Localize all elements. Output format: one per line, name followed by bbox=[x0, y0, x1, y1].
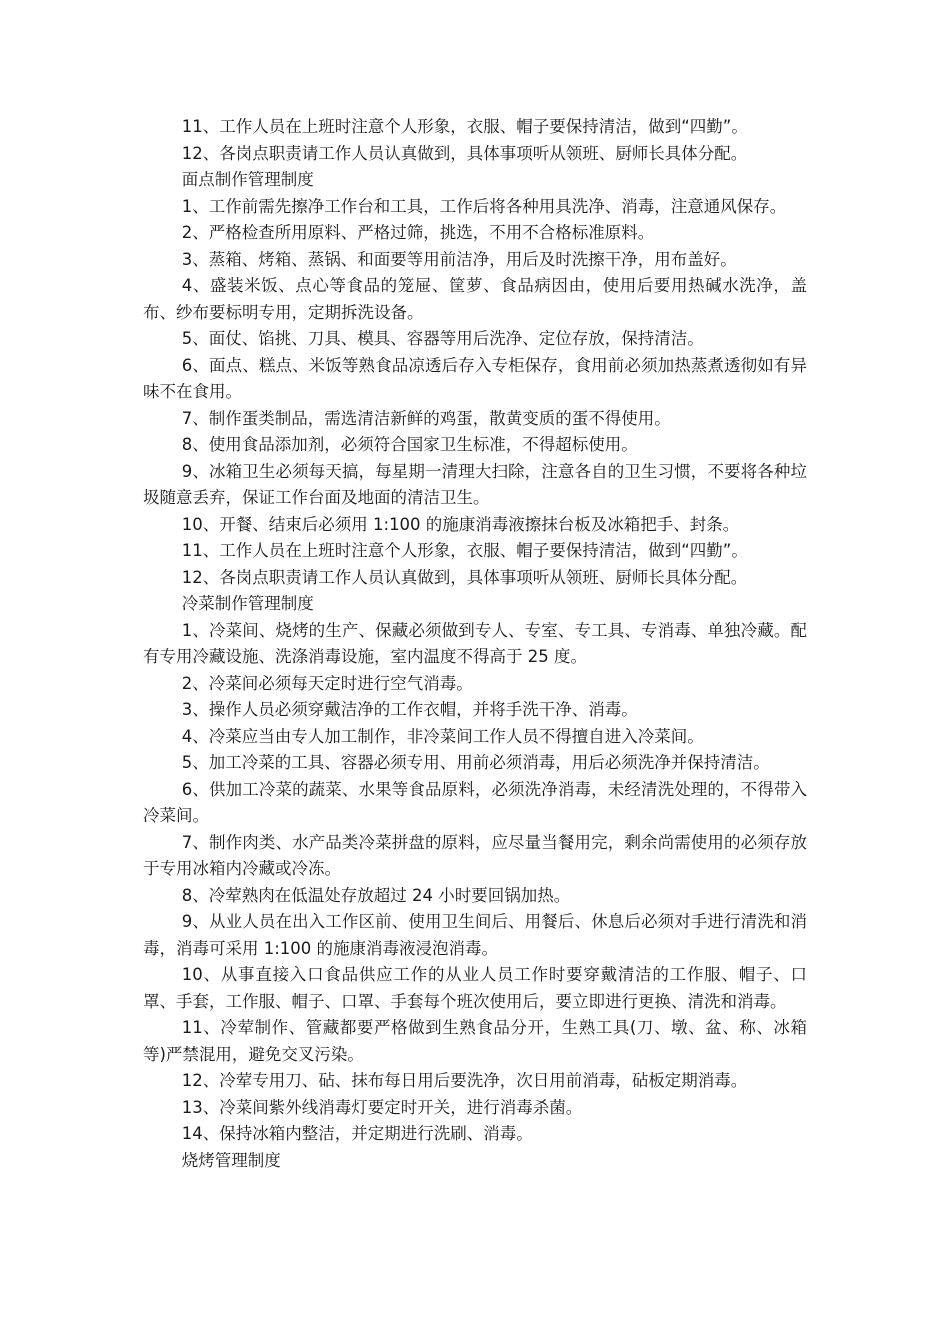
paragraph: 8、使用食品添加剂，必须符合国家卫生标准，不得超标使用。 bbox=[181, 435, 638, 454]
paragraph: 11、工作人员在上班时注意个人形象，衣服、帽子要保持清洁，做到“四勤”。 bbox=[181, 117, 748, 136]
paragraph: 6、供加工冷菜的蔬菜、水果等食品原料，必须洗净消毒，未经清洗处理的，不得带入冷菜间。 bbox=[143, 779, 807, 825]
section-heading-barbecue: 烧烤管理制度 bbox=[181, 1150, 281, 1170]
section-heading-cold-dish: 冷菜制作管理制度 bbox=[181, 594, 314, 613]
paragraph: 5、加工冷菜的工具、容器必须专用、用前必须消毒，用后必须洗净并保持清洁。 bbox=[181, 753, 770, 772]
paragraph: 12、各岗点职责请工作人员认真做到，具体事项听从领班、厨师长具体分配。 bbox=[181, 143, 748, 163]
paragraph: 7、制作蛋类制品，需选清洁新鲜的鸡蛋，散黄变质的蛋不得使用。 bbox=[181, 408, 671, 428]
paragraph: 11、冷荤制作、管藏都要严格做到生熟食品分开，生熟工具(刀、墩、盆、称、冰箱等)严禁混用，避免交叉污染。 bbox=[143, 1018, 807, 1064]
paragraph: 3、蒸箱、烤箱、蒸锅、和面要等用前洁净，用后及时洗擦干净，用布盖好。 bbox=[181, 249, 737, 269]
paragraph: 4、冷菜应当由专人加工制作，非冷菜间工作人员不得擅自进入冷菜间。 bbox=[181, 726, 704, 746]
paragraph: 8、冷荤熟肉在低温处存放超过 24 小时要回锅加热。 bbox=[181, 885, 571, 905]
document-body bbox=[143, 114, 807, 1174]
paragraph: 3、操作人员必须穿戴洁净的工作衣帽，并将手洗干净、消毒。 bbox=[181, 700, 638, 719]
paragraph: 2、冷菜间必须每天定时进行空气消毒。 bbox=[181, 673, 473, 693]
paragraph: 11、工作人员在上班时注意个人形象，衣服、帽子要保持清洁，做到“四勤”。 bbox=[181, 541, 748, 560]
paragraph: 9、从业人员在出入工作区前、使用卫生间后、用餐后、休息后必须对手进行清洗和消毒，消毒可采用 1:100 的施康消毒液浸泡消毒。 bbox=[143, 912, 807, 958]
paragraph: 13、冷菜间紫外线消毒灯要定时开关，进行消毒杀菌。 bbox=[181, 1097, 583, 1117]
paragraph: 1、工作前需先擦净工作台和工具，工作后将各种用具洗净、消毒，注意通风保存。 bbox=[181, 196, 787, 216]
paragraph: 10、开餐、结束后必须用 1:100 的施康消毒液擦抹台板及冰箱把手、封条。 bbox=[181, 514, 740, 534]
paragraph: 1、冷菜间、烧烤的生产、保藏必须做到专人、专室、专工具、专消毒、单独冷藏。配有专用冷藏设施、洗涤消毒设施，室内温度不得高于 25 度。 bbox=[143, 620, 807, 666]
paragraph: 9、冰箱卫生必须每天搞，每星期一清理大扫除，注意各自的卫生习惯，不要将各种垃圾随意丢弃，保证工作台面及地面的清洁卫生。 bbox=[143, 461, 807, 507]
section-heading-pastry: 面点制作管理制度 bbox=[181, 170, 314, 189]
paragraph: 6、面点、糕点、米饭等熟食品凉透后存入专柜保存，食用前必须加热蒸煮透彻如有异味不在食用。 bbox=[143, 355, 807, 401]
paragraph: 12、各岗点职责请工作人员认真做到，具体事项听从领班、厨师长具体分配。 bbox=[181, 567, 748, 587]
paragraph: 7、制作肉类、水产品类冷菜拼盘的原料，应尽量当餐用完，剩余尚需使用的必须存放于专用冰箱内冷藏或冷冻。 bbox=[143, 832, 807, 878]
paragraph: 5、面仗、馅挑、刀具、模具、容器等用后洗净、定位存放，保持清洁。 bbox=[181, 329, 704, 348]
paragraph: 12、冷荤专用刀、砧、抹布每日用后要洗净，次日用前消毒，砧板定期消毒。 bbox=[181, 1071, 748, 1090]
paragraph: 4、盛装米饭、点心等食品的笼屉、筐萝、食品病因由，使用后要用热碱水洗净，盖布、纱布要标明专用，定期拆洗设备。 bbox=[143, 276, 807, 322]
paragraph: 10、从事直接入口食品供应工作的从业人员工作时要穿戴清洁的工作服、帽子、口罩、手套，工作服、帽子、口罩、手套每个班次使用后，要立即进行更换、清洗和消毒。 bbox=[143, 965, 807, 1011]
paragraph: 14、保持冰箱内整洁，并定期进行洗刷、消毒。 bbox=[181, 1124, 533, 1143]
paragraph: 2、严格检查所用原料、严格过筛，挑选，不用不合格标准原料。 bbox=[181, 223, 655, 242]
